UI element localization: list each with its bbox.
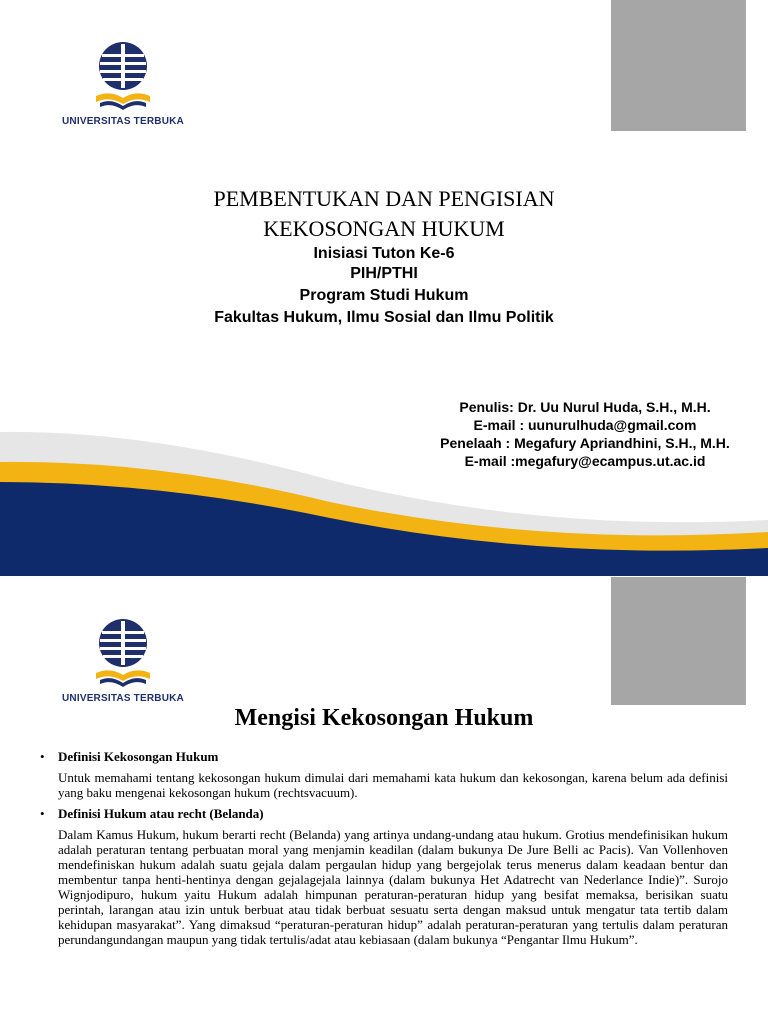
subtitle-line: Program Studi Hukum <box>299 287 469 304</box>
paragraph: Dalam Kamus Hukum, hukum berarti recht (Belanda) yang artinya undang-undang atau hukum. Grotius mendefinisikan hukum adalah peraturan tentang perbuatan moral yang menjamin keadilan (dalam bukunya De Jure Belli ac Pacis). Van Vollenhoven mendefiniskan hukum adalah suatu gejala dalam pergaulan hidup yang bergejolak terus menerus dalam keadaan bentur dan membentur tanpa henti-hentinya dengan gejalagejala lainnya (dalam bukunya Het Adatrecht van Nederlance Indie)”. Surojo Wignjodipuro, hukum yaitu Hukum adalah himpunan peraturan-peraturan hidup yang besifat memaksa, berisikan suatu perintah, larangan atau izin untuk berbuat atau tidak berbuat sesuatu serta dengan maksud untuk mengatur tata tertib dalam kehidupan masyarakat”. Yang dimaksud “peraturan-peraturan hidup” adalah peraturan-peraturan yang tertulis dalam peraturan perundangundangan maupun yang tidak tertulis/adat atau kebiasaan (dalam bukunya “Pengantar Ilmu Hukum”. <box>58 827 728 947</box>
subtitle-line: PIH/PTHI <box>350 265 418 282</box>
bullet-item <box>40 806 728 821</box>
author-line: E-mail : uunurulhuda@gmail.com <box>473 417 697 433</box>
author-line: Penelaah : Megafury Apriandhini, S.H., M.H. <box>440 435 730 451</box>
logo-text: UNIVERSITAS TERBUKA <box>62 116 184 127</box>
decorative-gray-block <box>611 577 746 705</box>
slide-title: Mengisi Kekosongan Hukum <box>234 705 534 731</box>
ut-emblem-icon <box>92 40 154 114</box>
decorative-gray-block <box>611 0 746 131</box>
author-line: Penulis: Dr. Uu Nurul Huda, S.H., M.H. <box>459 399 711 415</box>
content-slide <box>0 577 768 1024</box>
paragraph: Untuk memahami tentang kekosongan hukum dimulai dari memahami kata hukum dan kekosongan, karena belum ada definisi yang baku mengenai kekosongan hukum (rechtsvacuum). <box>58 770 728 800</box>
logo-text: UNIVERSITAS TERBUKA <box>62 693 184 704</box>
bullet-icon: • <box>40 749 45 764</box>
bullet-item <box>40 749 728 764</box>
slide-title-line-2: KEKOSONGAN HUKUM <box>263 216 505 241</box>
ut-emblem-icon <box>92 617 154 691</box>
author-line: E-mail :megafury@ecampus.ut.ac.id <box>464 453 706 469</box>
bullet-icon: • <box>40 806 45 821</box>
bullet-heading: Definisi Hukum atau recht (Belanda) <box>58 806 264 821</box>
slide-body <box>40 749 728 953</box>
bullet-heading: Definisi Kekosongan Hukum <box>58 749 219 764</box>
slide-title-line-1: PEMBENTUKAN DAN PENGISIAN <box>213 186 555 211</box>
university-logo <box>62 617 186 704</box>
subtitle-line: Fakultas Hukum, Ilmu Sosial dan Ilmu Politik <box>214 309 554 326</box>
subtitle-line: Inisiasi Tuton Ke-6 <box>313 245 455 262</box>
university-logo <box>62 40 186 127</box>
